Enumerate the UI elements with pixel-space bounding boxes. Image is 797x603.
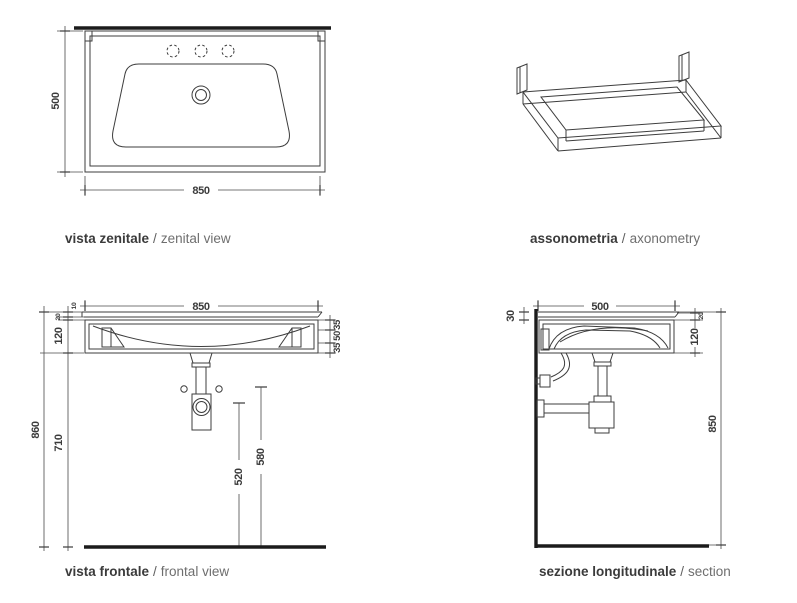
dim-label: 580 [255, 448, 267, 466]
basin-section-curve [549, 326, 668, 349]
dim-label: 30 [505, 310, 517, 322]
dim-label: 850 [707, 415, 719, 433]
dim-label: 50 [332, 331, 343, 341]
drain-trap-front [181, 353, 222, 430]
frame-top-inner [541, 87, 704, 130]
supply-hose [553, 353, 570, 381]
drain-icon [192, 86, 210, 104]
dim-label: 35 [332, 320, 343, 330]
wall-valve [540, 375, 550, 387]
dim-label: 20 [698, 312, 705, 320]
dimension-section-height [679, 308, 726, 549]
dim-label: 860 [30, 421, 42, 439]
dim-label: 120 [689, 328, 701, 346]
dimension-section-depth [533, 300, 680, 313]
faucet-hole-icon [195, 45, 207, 57]
caption-italian: assonometria [530, 231, 618, 246]
caption-italian: vista zenitale [65, 231, 150, 246]
frontal-view-drawing [30, 300, 343, 551]
caption-axonometry [530, 231, 700, 246]
caption-english: zenital view [160, 231, 231, 246]
caption-frontal-view [65, 564, 229, 579]
frame-top-outer [523, 80, 721, 138]
dimension-section-right [674, 308, 705, 357]
drain-trap-section [536, 353, 614, 433]
dim-label: 120 [53, 327, 65, 345]
caption-separator: / [680, 564, 685, 579]
dim-label: 850 [192, 301, 210, 313]
caption-zenital-view [65, 231, 231, 246]
caption-english: frontal view [160, 564, 230, 579]
dim-label: 500 [50, 92, 62, 110]
faucet-hole-icon [167, 45, 179, 57]
basin-front-curve [93, 326, 310, 347]
wall-plate-right [679, 52, 689, 82]
dim-label: 710 [53, 434, 65, 452]
caption-english: axonometry [629, 231, 701, 246]
caption-separator: / [153, 231, 157, 246]
dim-label: 500 [591, 301, 609, 313]
dimension-frontal-center [233, 387, 267, 547]
dim-label: 520 [233, 468, 245, 486]
dimension-section-top [505, 307, 529, 324]
dim-label: 850 [192, 185, 210, 197]
dimension-frontal-width [80, 300, 323, 313]
dimension-frontal-left [30, 302, 85, 551]
caption-section [539, 564, 731, 579]
dim-label: 20 [55, 313, 62, 321]
section-view-drawing [505, 300, 726, 549]
caption-separator: / [621, 231, 626, 246]
caption-english: section [688, 564, 731, 579]
axonometry-drawing [517, 52, 721, 151]
dimension-frontal-right [318, 315, 343, 358]
basin-outline-top [113, 64, 290, 147]
caption-italian: sezione longitudinale [539, 564, 677, 579]
caption-italian: vista frontale [65, 564, 150, 579]
wall-plate-left [517, 64, 527, 94]
dim-label: 35 [332, 343, 343, 353]
zenital-view-drawing [50, 26, 331, 197]
dimension-zenital-depth [50, 26, 83, 177]
dim-label: 10 [71, 302, 78, 310]
dimension-zenital-width [80, 176, 325, 197]
caption-separator: / [153, 564, 157, 579]
faucet-hole-icon [222, 45, 234, 57]
